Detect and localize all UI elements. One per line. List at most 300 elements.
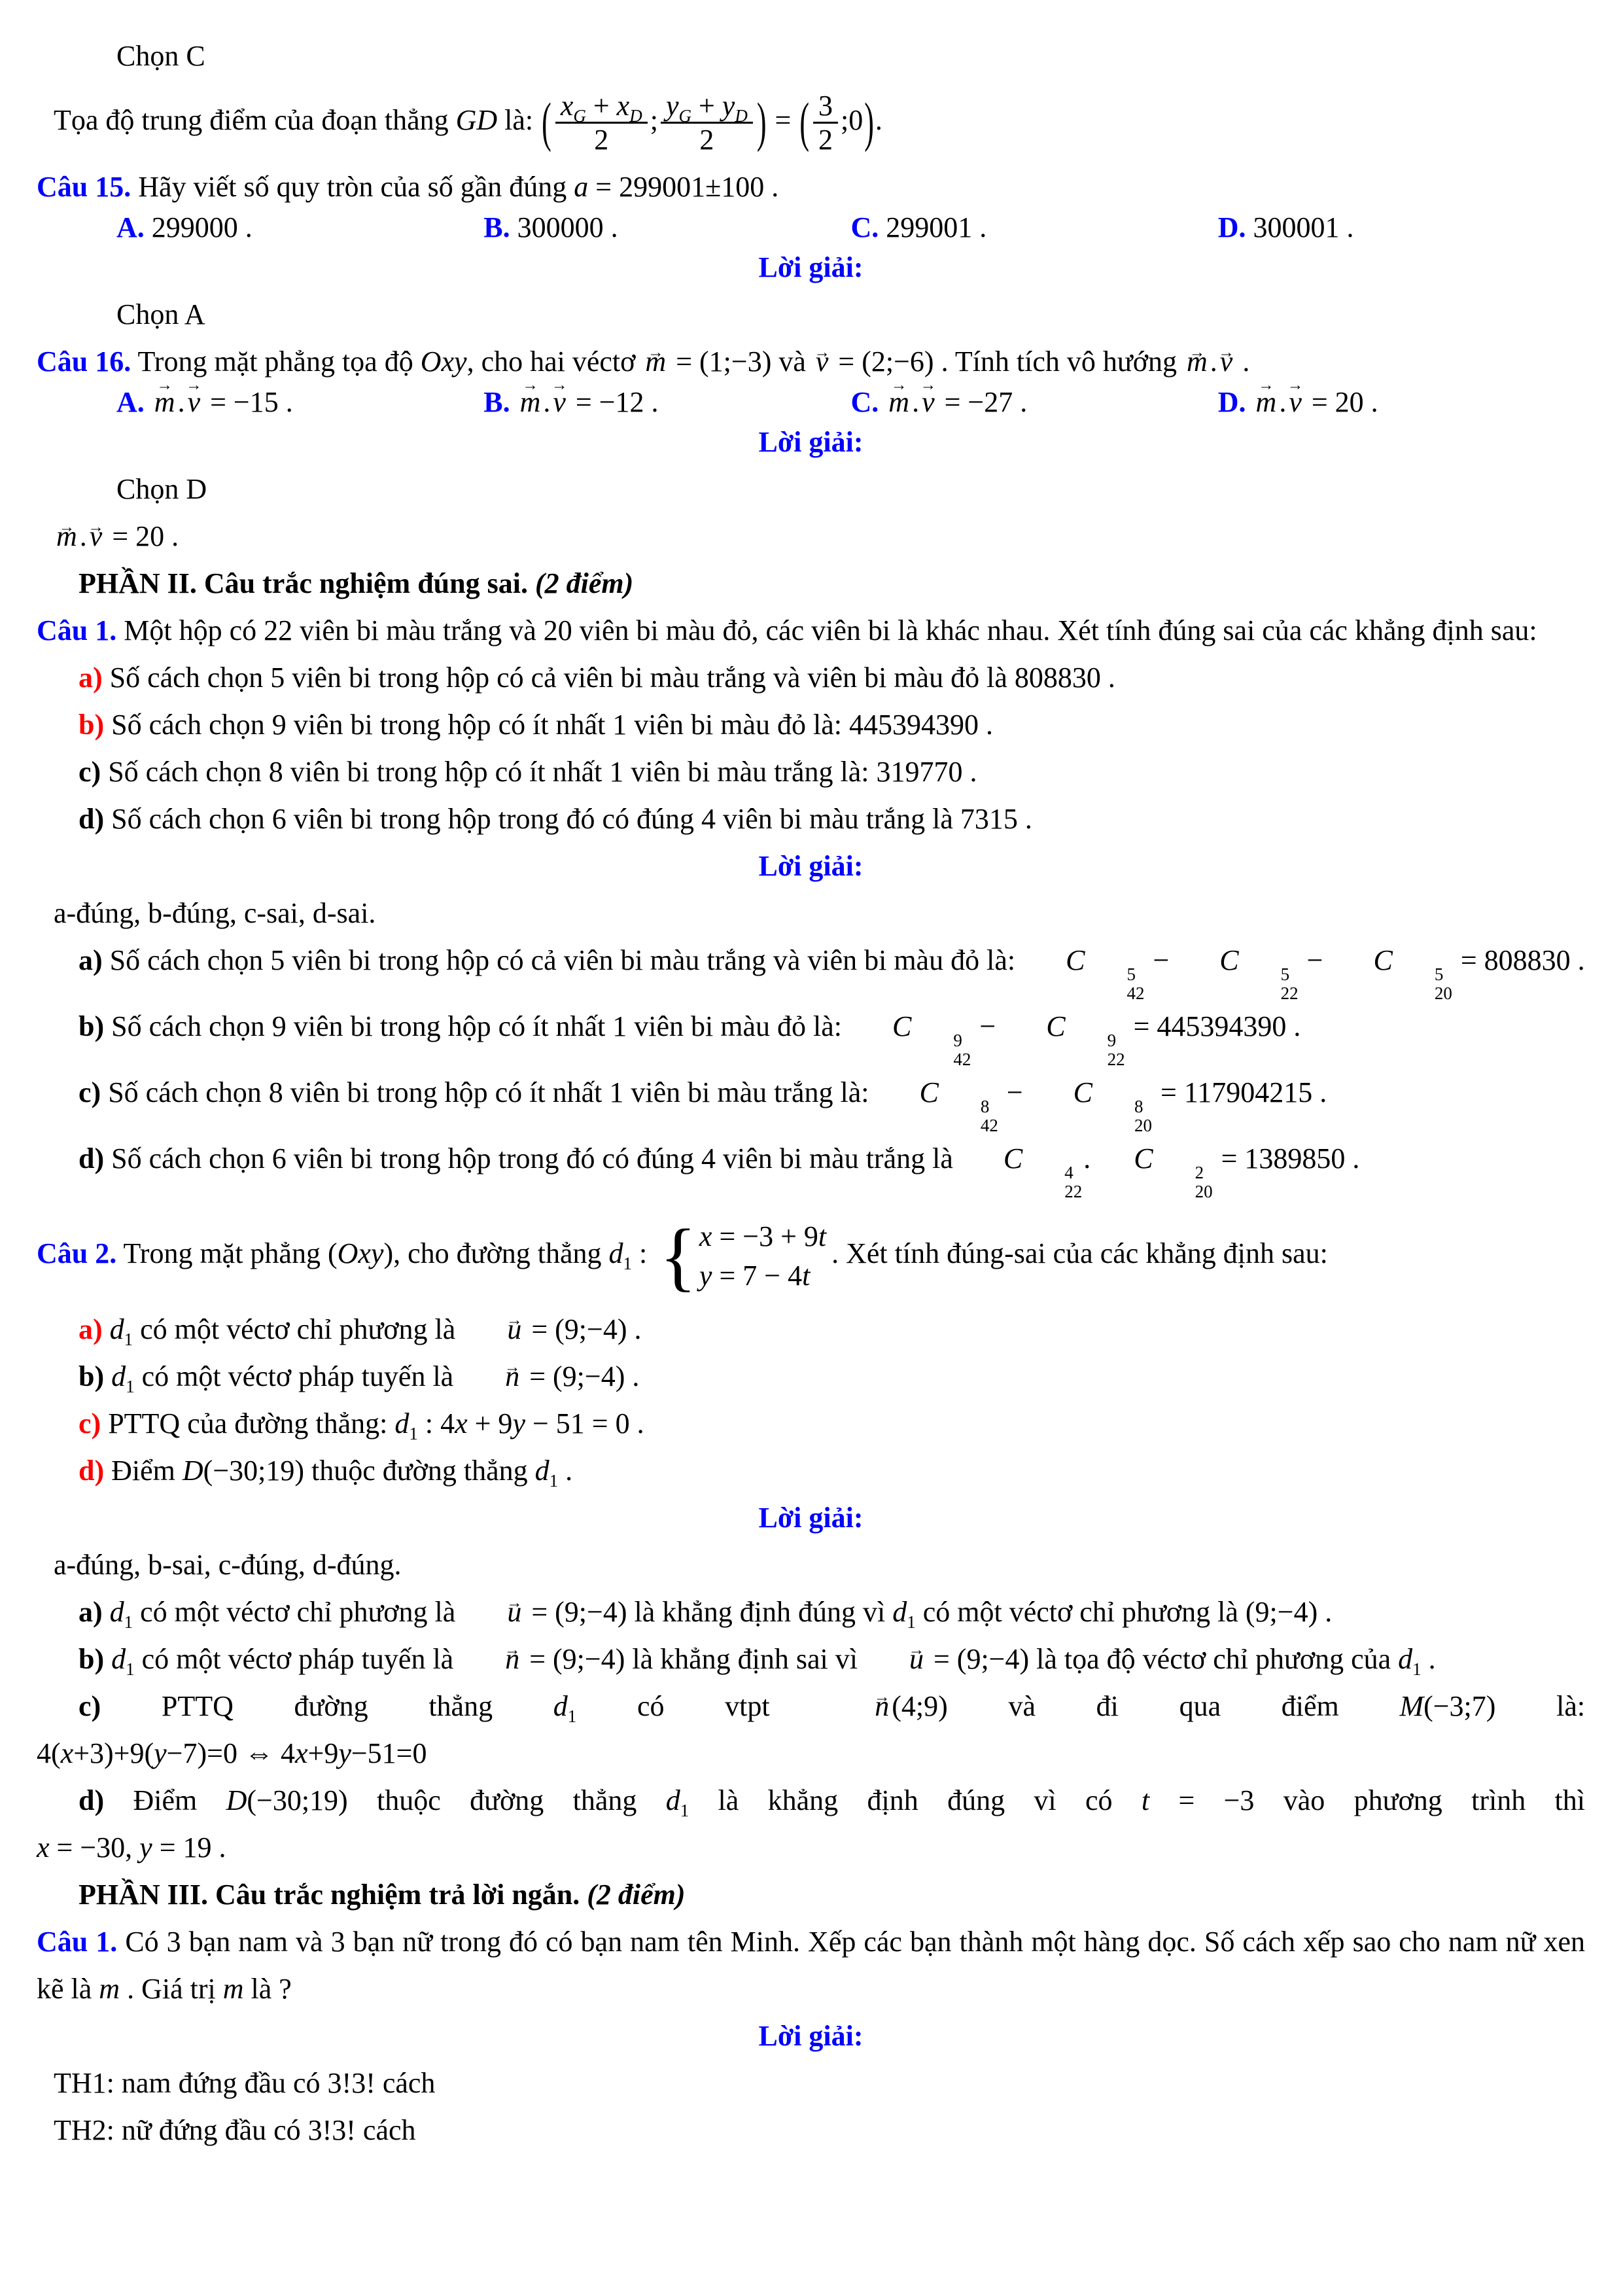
text-run: Tọa độ trung điểm của đoạn thẳng [54, 104, 449, 136]
solution-text: có một véctơ pháp tuyến là [141, 1642, 454, 1675]
item-text: có một véctơ chỉ phương là [140, 1313, 456, 1345]
fraction-y [661, 90, 753, 156]
item-key: d) [79, 1142, 105, 1174]
c2-solution-c-equation [37, 1730, 1585, 1777]
subscript: 1 [124, 1329, 133, 1349]
line-name: d [553, 1689, 568, 1722]
vector-m [1253, 385, 1280, 419]
option-c [851, 211, 1218, 244]
item-key: b) [79, 1360, 105, 1392]
var: t [1141, 1784, 1150, 1816]
dot-operator: . [1279, 385, 1287, 418]
word: vtpt [725, 1689, 770, 1722]
subscript: 42 [980, 1115, 998, 1135]
value: = −30, [56, 1831, 133, 1863]
solution-text: là khẳng định đúng vì có [718, 1784, 1113, 1816]
segment-name: GD [455, 104, 498, 136]
var: x [616, 90, 630, 122]
cau16-question [37, 338, 1585, 385]
expression: +9 [307, 1737, 339, 1769]
subscript: 1 [549, 1470, 559, 1491]
section-points: (2 điểm) [534, 567, 634, 599]
line-name: d [534, 1454, 550, 1487]
combination-scripts [911, 1031, 971, 1069]
loigiai-heading [37, 2013, 1585, 2060]
option-letter: B. [483, 211, 510, 243]
option-d [1218, 385, 1585, 419]
midpoint-formula-line [37, 80, 1585, 164]
combination-term [1331, 937, 1452, 1003]
loigiai-label: Lời giải: [758, 1501, 864, 1534]
combination-letter: C [919, 1076, 939, 1108]
colon: : [425, 1407, 434, 1439]
superscript: 2 [1195, 1162, 1204, 1182]
solution-text: thuộc đường thẳng [377, 1784, 637, 1816]
item-key: c) [79, 755, 101, 788]
cau15-options-row [37, 211, 1585, 244]
result-value: = 117904215 . [1161, 1076, 1327, 1108]
solution-text: Số cách chọn 9 viên bi trong hộp có ít nhất 1 viên bi màu đỏ là: [111, 1010, 843, 1042]
expression: −7 [166, 1737, 198, 1769]
value: = (9;−4) [531, 1595, 627, 1628]
point-name: D [182, 1454, 203, 1487]
item-text: thuộc đường thẳng [311, 1454, 528, 1487]
text-run: , cho đường thẳng [393, 1237, 602, 1269]
var: x [294, 1737, 308, 1769]
minus-operator: − [1153, 944, 1170, 976]
c2-item-a [37, 1306, 1585, 1353]
subscript: 1 [623, 1253, 633, 1273]
vector-letter: v [1289, 385, 1302, 418]
text-run: là: [504, 104, 534, 136]
subscript: 20 [1434, 983, 1452, 1003]
vector-letter: m [1187, 345, 1208, 378]
dot-operator: . [543, 385, 551, 418]
close-paren: ) [864, 92, 874, 153]
option-letter: C. [850, 385, 879, 418]
cau16-result-line [37, 513, 1585, 560]
minus-operator: − [1306, 944, 1323, 976]
fraction-denominator: 2 [661, 122, 753, 156]
value: = 19 . [159, 1831, 226, 1863]
word: điểm [1281, 1689, 1339, 1722]
chon-c-line [37, 33, 1585, 80]
option-letter: A. [116, 385, 145, 418]
expression: = 7 − 4 [719, 1259, 803, 1292]
subscript: 22 [1064, 1181, 1083, 1201]
line-name: d [111, 1360, 126, 1392]
solution-text: là khẳng định sai vì [632, 1642, 858, 1675]
expression: )=0 ⇔ 4 [197, 1737, 295, 1769]
vector-letter: v [187, 385, 201, 418]
vector-letter: v [922, 385, 935, 418]
question-text: là ? [251, 1972, 292, 2005]
c1-item-a [37, 654, 1585, 701]
item-key: b) [79, 708, 105, 741]
c1-item-d [37, 796, 1585, 843]
vector-letter: m [645, 345, 667, 378]
subscript: 22 [1280, 983, 1299, 1003]
c1-item-b [37, 701, 1585, 749]
var: x [60, 1737, 74, 1769]
expression: 4( [37, 1737, 61, 1769]
option-letter: A. [116, 211, 145, 243]
question-label: Câu 1. [37, 1925, 118, 1958]
subscript: 1 [907, 1612, 916, 1632]
combination-scripts [1393, 965, 1452, 1003]
vector-letter: m [154, 385, 175, 418]
superscript: 5 [1126, 964, 1136, 984]
option-letter: D. [1217, 211, 1246, 243]
coefficient: 4 [440, 1407, 455, 1439]
value: = 20 . [112, 520, 179, 552]
number: 0 [848, 104, 864, 136]
item-key: c) [79, 1076, 101, 1108]
line-name: d [109, 1313, 124, 1345]
item-text: Số cách chọn 6 viên bi trong hộp trong đó có đúng 4 viên bi màu trắng là 7315 . [111, 802, 1032, 835]
var: y [139, 1831, 152, 1863]
coordinates: (4;9) [892, 1689, 948, 1722]
question-text: . Giá trị [127, 1972, 216, 2005]
c1-solution-c [37, 1069, 1585, 1135]
item-text: PTTQ của đường thẳng: [108, 1407, 388, 1439]
combination-term [1178, 937, 1298, 1003]
separator: ; [840, 104, 849, 136]
item-key: c) [79, 1407, 101, 1439]
text-run: Hãy viết số quy tròn của số gần đúng [138, 170, 567, 203]
combination-scripts [939, 1097, 998, 1135]
option-value: = −12 . [575, 385, 659, 418]
var: y [512, 1407, 525, 1439]
vector-letter: v [89, 520, 103, 552]
dot-operator: . [912, 385, 920, 418]
option-b [483, 385, 850, 419]
item-key: a) [79, 1313, 103, 1345]
period: . [875, 104, 882, 136]
option-d [1218, 211, 1585, 244]
var: y [699, 1259, 712, 1292]
minus-operator: − [979, 1010, 996, 1042]
text-run: Tính tích vô hướng [954, 345, 1178, 378]
var: y [722, 90, 735, 122]
expression: − 51 = 0 . [525, 1407, 644, 1439]
point-name: D [226, 1784, 247, 1816]
vector-v [813, 338, 831, 385]
vector-v [185, 385, 203, 419]
period: . [1242, 345, 1250, 378]
vector-v [550, 385, 568, 419]
subscript: 42 [1126, 983, 1145, 1003]
case-text: TH2: nữ đứng đầu có 3!3! cách [54, 2113, 416, 2146]
c2-solution-a [37, 1589, 1585, 1636]
word: qua [1179, 1689, 1221, 1722]
loigiai-heading [37, 1494, 1585, 1542]
vector-letter: m [519, 385, 541, 418]
superscript: 8 [1134, 1096, 1143, 1116]
line-name: d [111, 1642, 126, 1675]
var: t [802, 1259, 811, 1292]
combination-letter: C [1134, 1142, 1153, 1174]
solution-text: Số cách chọn 5 viên bi trong hộp có cả viên bi màu trắng và viên bi màu đỏ là: [109, 944, 1016, 976]
c2-solution-d-line1 [37, 1777, 1585, 1824]
option-value: 299000 . [151, 211, 253, 243]
combination-letter: C [1219, 944, 1239, 976]
subscript: 22 [1107, 1049, 1125, 1069]
c2-solution-c-line1 [37, 1683, 1585, 1730]
vector-m [886, 385, 912, 419]
combination-term [1092, 1135, 1212, 1201]
coordinates: (−30;19) [203, 1454, 305, 1487]
loigiai-label: Lời giải: [758, 251, 864, 283]
period: . [1428, 1642, 1436, 1675]
fraction-result [813, 90, 838, 156]
fraction-denominator: 2 [555, 122, 648, 156]
item-key: c) [79, 1689, 101, 1722]
vector-letter: m [56, 520, 77, 552]
c2-solution-b [37, 1636, 1585, 1683]
close-paren: ) [383, 1237, 394, 1269]
word: đi [1096, 1689, 1119, 1722]
option-value: 300000 . [517, 211, 618, 243]
vector-letter: n [505, 1360, 520, 1392]
c3-case2 [37, 2107, 1585, 2154]
option-value: 300001 . [1253, 211, 1354, 243]
value: (9;−4) . [1245, 1595, 1333, 1628]
superscript: 9 [1107, 1030, 1117, 1050]
var: m [222, 1972, 244, 2005]
result-value: = 1389850 . [1221, 1142, 1360, 1174]
superscript: 5 [1280, 964, 1290, 984]
vector-v [1217, 338, 1236, 385]
subscript: D [629, 105, 642, 126]
combination-term [877, 1069, 998, 1135]
subscript: 1 [409, 1423, 418, 1443]
answer-choice-text: Chọn A [116, 298, 205, 330]
loigiai-heading [37, 244, 1585, 291]
dot-operator: . [177, 385, 185, 418]
equation-rows [699, 1217, 826, 1296]
dot-operator: . [79, 520, 87, 552]
combination-scripts [1239, 965, 1299, 1003]
coordinates: (−30;19) [247, 1784, 348, 1816]
c2-item-b [37, 1353, 1585, 1400]
c1-item-c [37, 749, 1585, 796]
operator: + [593, 90, 610, 122]
option-c [851, 385, 1218, 419]
var: y [338, 1737, 351, 1769]
line-name: d [608, 1237, 623, 1269]
case-text: TH1: nam đứng đầu có 3!3! cách [54, 2066, 436, 2099]
vector-n [461, 1353, 522, 1400]
superscript: 5 [1434, 964, 1444, 984]
minus-operator: − [1006, 1076, 1023, 1108]
subscript: G [573, 105, 586, 126]
vector-letter: v [815, 345, 829, 378]
fraction-denominator: 2 [813, 122, 838, 156]
c2-item-d [37, 1447, 1585, 1494]
expression: −51=0 [351, 1737, 427, 1769]
period: . [565, 1454, 573, 1487]
plane-name: Oxy [337, 1237, 384, 1269]
var: a [574, 170, 589, 203]
value: = (9;−4) . [531, 1313, 642, 1345]
equals-sign: = [775, 104, 792, 136]
line-name: d [665, 1784, 680, 1816]
value: = (9;−4) [529, 1642, 625, 1675]
item-key: a) [79, 944, 103, 976]
line-name: d [892, 1595, 907, 1628]
open-paren: ( [799, 92, 809, 153]
item-key: d) [79, 802, 105, 835]
combination-scripts [1085, 965, 1144, 1003]
vector-letter: v [1219, 345, 1233, 378]
solution-text: có một véctơ chỉ phương là [922, 1595, 1238, 1628]
text-run: Trong mặt phẳng [123, 1237, 321, 1269]
item-key: a) [79, 1595, 103, 1628]
combination-scripts [1153, 1163, 1213, 1201]
value: = (1;−3) [676, 345, 772, 378]
expression: + 9 [467, 1407, 513, 1439]
c3-case1 [37, 2060, 1585, 2107]
phan2-heading [37, 560, 1585, 607]
item-key: b) [79, 1642, 105, 1675]
var: y [154, 1737, 167, 1769]
value: = (9;−4) . [529, 1360, 640, 1392]
vector-m [152, 385, 178, 419]
section-points: (2 điểm) [587, 1878, 686, 1911]
expression: +3 [73, 1737, 105, 1769]
result-value: = 445394390 . [1133, 1010, 1301, 1042]
subscript: 1 [124, 1612, 133, 1632]
subscript: 42 [953, 1049, 971, 1069]
item-text: Số cách chọn 5 viên bi trong hộp có cả viên bi màu trắng và viên bi màu đỏ là 808830 . [109, 661, 1115, 694]
c1-solution-a [37, 937, 1585, 1003]
open-brace: { [659, 1212, 697, 1299]
word: là: [1556, 1689, 1586, 1722]
separator: ; [650, 104, 658, 136]
c1-solution-b [37, 1003, 1585, 1069]
superscript: 9 [953, 1030, 962, 1050]
subscript: D [735, 105, 748, 126]
option-b [483, 211, 850, 244]
word: thẳng [428, 1689, 493, 1722]
vector-v [87, 513, 105, 560]
vector-letter: m [888, 385, 910, 418]
combination-scripts [1022, 1163, 1082, 1201]
combination-term [1004, 1003, 1125, 1069]
line-name: d [1398, 1642, 1413, 1675]
solution-text: Số cách chọn 6 viên bi trong hộp trong đó có đúng 4 viên bi màu trắng là [111, 1142, 953, 1174]
solution-text: có một véctơ chỉ phương là [140, 1595, 456, 1628]
colon: : [639, 1237, 648, 1269]
text-run: . Xét tính đúng-sai của các khẳng định sau: [831, 1237, 1328, 1269]
loigiai-label: Lời giải: [758, 2019, 864, 2052]
subscript: 1 [126, 1376, 135, 1396]
vector-v [919, 385, 937, 419]
option-value: 299001 . [886, 211, 987, 243]
option-a [116, 385, 483, 419]
item-key: a) [79, 661, 103, 694]
section-title: PHẦN III. Câu trắc nghiệm trả lời ngắn. [79, 1878, 580, 1911]
open-paren: ( [327, 1237, 338, 1269]
c3-question [37, 1918, 1585, 2013]
close-paren: ) [756, 92, 767, 153]
fraction-x [555, 90, 648, 156]
fraction-numerator [661, 90, 753, 126]
combination-term [962, 1135, 1082, 1201]
superscript: 8 [980, 1096, 990, 1116]
vector-n [461, 1636, 522, 1683]
option-letter: C. [850, 211, 879, 243]
dot-operator: . [1083, 1142, 1091, 1174]
cau15-question [37, 164, 1585, 211]
value: = (2;−6) . [838, 345, 949, 378]
vector-m [1184, 338, 1210, 385]
line-name: d [109, 1595, 124, 1628]
combination-letter: C [892, 1010, 912, 1042]
section-title: PHẦN II. Câu trắc nghiệm đúng sai. [79, 567, 528, 599]
item-key: d) [79, 1784, 105, 1816]
option-value: = −15 . [210, 385, 293, 418]
combination-letter: C [1373, 944, 1393, 976]
word: Điểm [133, 1784, 198, 1816]
combination-letter: C [1046, 1010, 1066, 1042]
equation-row [699, 1217, 826, 1256]
vector-letter: m [1255, 385, 1277, 418]
c2-solution-d-line2 [37, 1824, 1585, 1871]
vector-letter: u [909, 1642, 924, 1675]
var: x [560, 90, 574, 122]
loigiai-heading [37, 419, 1585, 466]
line-name: d [394, 1407, 410, 1439]
option-value: = −27 . [944, 385, 1028, 418]
subscript: G [678, 105, 691, 126]
solution-text: = −3 vào phương trình thì [1178, 1784, 1585, 1816]
dot-operator: . [1210, 345, 1217, 378]
c1-question [37, 607, 1585, 654]
cau15-answer [37, 291, 1585, 338]
c1-summary [37, 890, 1585, 937]
cau16-answer [37, 466, 1585, 513]
subscript: 1 [567, 1706, 577, 1726]
var: y [665, 90, 679, 122]
vector-n [830, 1683, 892, 1730]
word: PTTQ [161, 1689, 234, 1722]
var: x [455, 1407, 468, 1439]
cau16-options-row [37, 385, 1585, 419]
word: và [1008, 1689, 1036, 1722]
answer-choice-text: Chọn C [116, 40, 205, 72]
solution-text: là tọa độ véctơ chỉ phương của [1036, 1642, 1391, 1675]
question-text: Có 3 bạn nam và 3 bạn nữ trong đó có bạn nam tên Minh. Xếp các bạn thành một hàng dọc. Số cách xếp sao cho nam nữ xen kẽ là [37, 1925, 1585, 2005]
loigiai-label: Lời giải: [758, 849, 864, 882]
coordinates: (−3;7) [1423, 1689, 1496, 1722]
vector-letter: n [875, 1689, 890, 1722]
item-key: d) [79, 1454, 105, 1487]
vector-letter: v [553, 385, 566, 418]
text-run: và [778, 345, 806, 378]
combination-scripts [1066, 1031, 1125, 1069]
summary-text: a-đúng, b-sai, c-đúng, d-đúng. [54, 1548, 402, 1581]
value: = 299001±100 . [595, 170, 779, 203]
var: t [818, 1220, 827, 1252]
expression: )+9( [104, 1737, 154, 1769]
subscript: 1 [680, 1800, 689, 1820]
question-label: Câu 2. [37, 1237, 117, 1269]
item-text: Điểm [111, 1454, 175, 1487]
operator: + [698, 90, 715, 122]
vector-letter: n [505, 1642, 520, 1675]
